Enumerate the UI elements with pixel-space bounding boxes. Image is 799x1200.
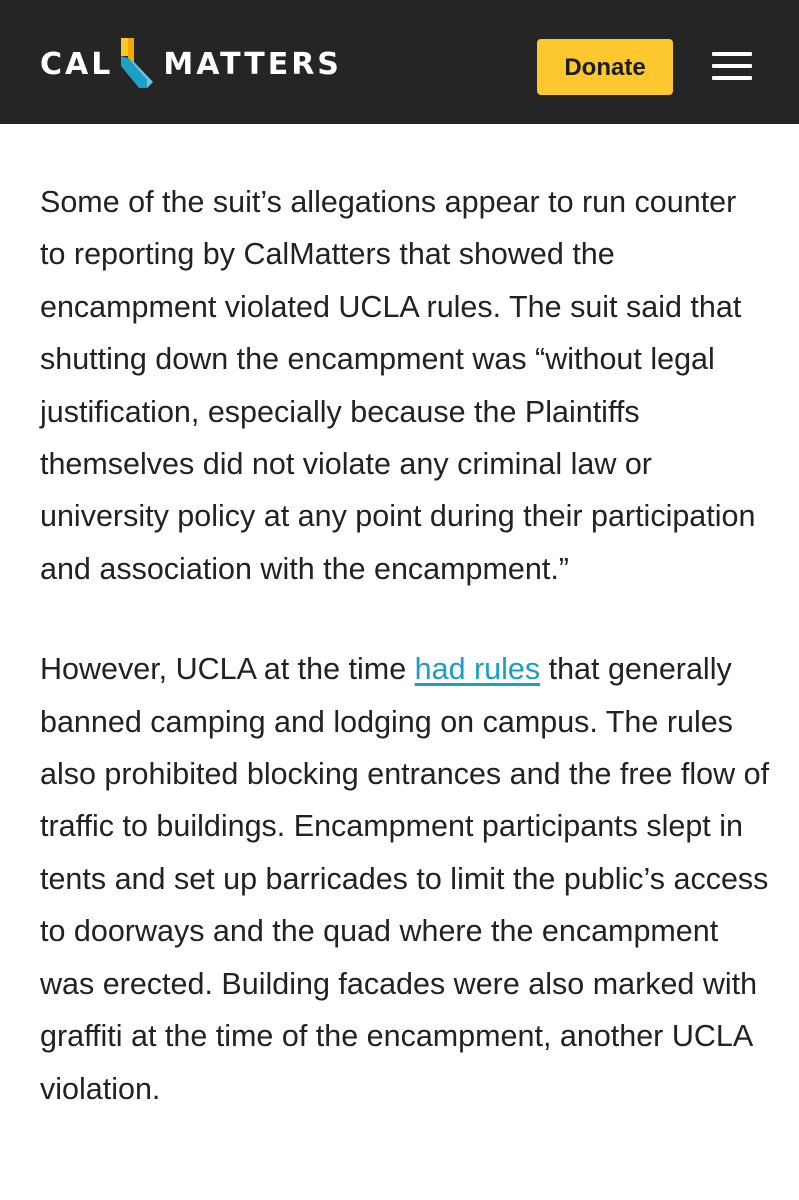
- menu-bar-middle: [712, 64, 752, 68]
- donate-button[interactable]: Donate: [537, 39, 673, 95]
- hamburger-menu-icon[interactable]: [712, 50, 752, 82]
- had-rules-link[interactable]: had rules: [414, 652, 541, 687]
- site-header: [0, 0, 799, 124]
- article-paragraph-1: Some of the suit’s allegations appear to run counter to reporting by CalMatters that showed the encampment violated UCLA rules. The suit said that shutting down the encampment was “without legal justification, especially because the Plaintiffs themselves did not violate any criminal law or university policy at any point during their participation and association with the encampment.”: [40, 185, 756, 586]
- california-state-icon: [117, 36, 159, 92]
- logo-text-matters: MATTERS: [163, 46, 342, 82]
- menu-bar-bottom: [712, 76, 752, 80]
- paragraph-2-intro: However, UCLA at the time: [40, 652, 415, 687]
- article-body: [40, 176, 770, 1163]
- article-paragraph-2: [40, 643, 770, 1115]
- paragraph-2-body: that generally banned camping and lodging on campus. The rules also prohibited blocking entrances and the free flow of traffic to buildings. Encampment participants slept in tents and set up barricades to limit the public’s access to doorways and the quad where the encampment was erected. Building facades were also marked with graffiti at the time of the encampment, another UCLA violation.: [40, 652, 770, 1106]
- logo-text-cal: CAL: [40, 46, 114, 82]
- calmatters-logo[interactable]: [40, 36, 342, 92]
- menu-bar-top: [712, 52, 752, 56]
